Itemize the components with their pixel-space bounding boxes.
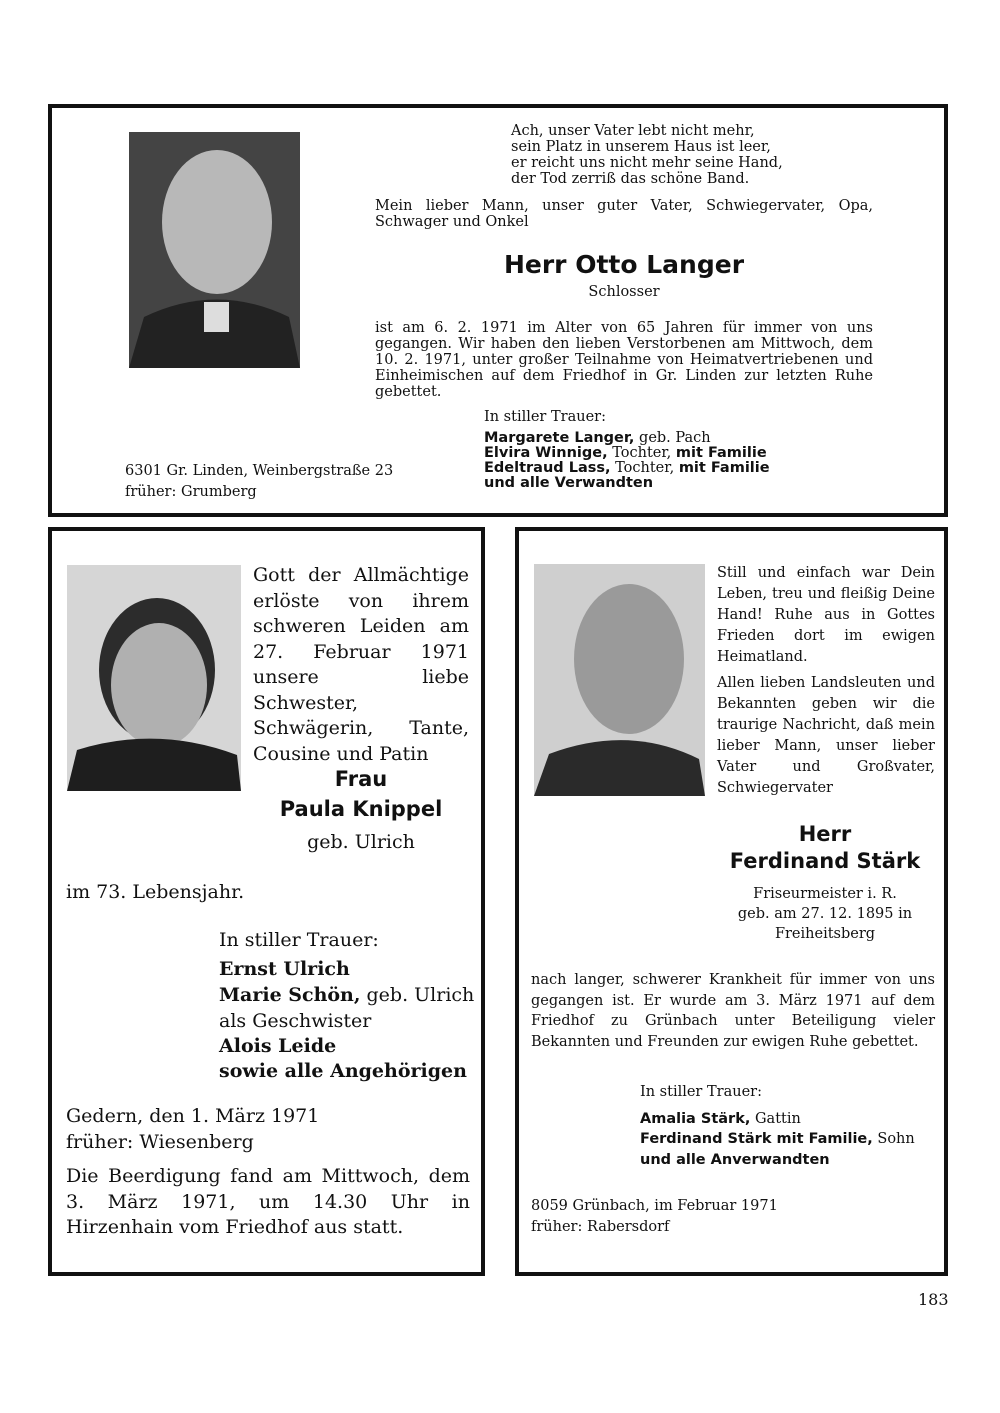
- mourners-label: In stiller Trauer:: [484, 409, 606, 425]
- age: im 73. Lebensjahr.: [66, 881, 245, 903]
- mourners-label: In stiller Trauer:: [219, 929, 379, 951]
- former-home: früher: Grumberg: [125, 484, 257, 500]
- mourner-2: [484, 445, 767, 461]
- intro-text: Gott der Allmächtige erlöste von ihrem schweren Leiden am 27. Februar 1971 unsere liebe Schwester, Schwägerin, Tante, Cousine und Patin: [253, 564, 469, 765]
- address: 8059 Grünbach, im Februar 1971: [531, 1198, 778, 1214]
- mourner-3-family: mit Familie: [678, 460, 770, 476]
- mourner-3-name: Edeltraud Lass,: [484, 460, 611, 476]
- page-number: 183: [918, 1290, 949, 1309]
- poem: Still und einfach war Dein Leben, treu und fleißig Deine Hand! Ruhe aus in Gottes Frieden dort im ewigen Heimatland.: [717, 565, 935, 665]
- mourners-label: In stiller Trauer:: [640, 1084, 762, 1100]
- profession: Schlosser: [588, 284, 660, 300]
- place-date: Gedern, den 1. März 1971: [66, 1105, 320, 1127]
- mourner-2: [640, 1131, 915, 1147]
- maiden-name: geb. Ulrich: [307, 831, 415, 853]
- mourner-2-relation: Tochter,: [607, 445, 676, 461]
- mourner-2-rest: Sohn: [872, 1131, 915, 1147]
- mourner-2: [219, 983, 474, 1009]
- mourner-1-name: Amalia Stärk,: [640, 1111, 751, 1127]
- mourner-1-name: Margarete Langer,: [484, 430, 635, 446]
- mourner-2-rest: geb. Ulrich: [360, 984, 475, 1006]
- mourner-1-rest: Gattin: [750, 1111, 801, 1127]
- mourner-1: [640, 1111, 801, 1127]
- mourner-2-family: mit Familie: [675, 445, 767, 461]
- deceased-name: Ferdinand Stärk: [729, 849, 921, 873]
- body-text: nach langer, schwerer Krankheit für immer von uns gegangen ist. Er wurde am 3. März 1971 auf dem Friedhof zu Grünbach unter Beteiligung vieler Bekannten und Freunden zur ewigen Ruhe gebettet.: [531, 972, 935, 1050]
- portrait-photo-paula-knippel: [67, 565, 241, 791]
- mourner-1: Ernst Ulrich: [219, 958, 350, 980]
- poem-line-2: sein Platz in unserem Haus ist leer,: [511, 139, 771, 155]
- poem-line-3: er reicht uns nicht mehr seine Hand,: [511, 155, 783, 171]
- portrait-photo-ferdinand-stark: [534, 564, 705, 796]
- mourner-4: und alle Verwandten: [484, 475, 654, 491]
- funeral-text: Die Beerdigung fand am Mittwoch, dem 3. März 1971, um 14.30 Uhr in Hirzenhain vom Friedhof aus statt.: [66, 1165, 470, 1238]
- mourner-3: als Geschwister: [219, 1010, 372, 1032]
- poem-line-1: Ach, unser Vater lebt nicht mehr,: [511, 123, 755, 139]
- birth-date: geb. am 27. 12. 1895 in: [737, 906, 913, 922]
- former-home: früher: Rabersdorf: [531, 1219, 670, 1235]
- mourner-3: und alle Anverwandten: [640, 1152, 830, 1168]
- mourner-2-name: Elvira Winnige,: [484, 445, 608, 461]
- mourner-2-name: Ferdinand Stärk mit Familie,: [640, 1131, 873, 1147]
- mourner-3: [484, 460, 770, 476]
- deceased-name: Herr Otto Langer: [503, 250, 745, 279]
- mourner-1: [484, 430, 711, 446]
- title: Herr: [798, 822, 852, 846]
- mourner-4: Alois Leide: [219, 1035, 337, 1057]
- former-home: früher: Wiesenberg: [66, 1131, 254, 1153]
- address: 6301 Gr. Linden, Weinbergstraße 23: [125, 463, 394, 479]
- body-text: ist am 6. 2. 1971 im Alter von 65 Jahren für immer von uns gegangen. Wir haben den lieben Verstorbenen am Mittwoch, dem 10. 2. 1971, unter großer Teilnahme von Heimatvertriebenen und Einheimischen auf dem Friedhof in Gr. Linden zur letzten Ruhe gebettet.: [375, 320, 873, 400]
- mourner-3-relation: Tochter,: [610, 460, 679, 476]
- mourner-1-rest: geb. Pach: [634, 430, 711, 446]
- profession: Friseurmeister i. R.: [753, 886, 897, 902]
- deceased-name: Paula Knippel: [279, 797, 443, 821]
- mourner-5: sowie alle Angehörigen: [219, 1060, 467, 1082]
- poem-line-4: der Tod zerriß das schöne Band.: [511, 171, 750, 187]
- mourner-2-name: Marie Schön,: [219, 984, 361, 1006]
- intro-text: Allen lieben Landsleuten und Bekannten geben wir die traurige Nachricht, daß mein lieber Mann, unser lieber Vater und Großvater, Schwiegervater: [717, 675, 935, 796]
- birthplace: Freiheitsberg: [774, 926, 876, 942]
- title: Frau: [334, 767, 388, 791]
- portrait-photo-otto-langer: [129, 132, 300, 368]
- intro-text: Mein lieber Mann, unser guter Vater, Schwiegervater, Opa, Schwager und Onkel: [375, 198, 873, 230]
